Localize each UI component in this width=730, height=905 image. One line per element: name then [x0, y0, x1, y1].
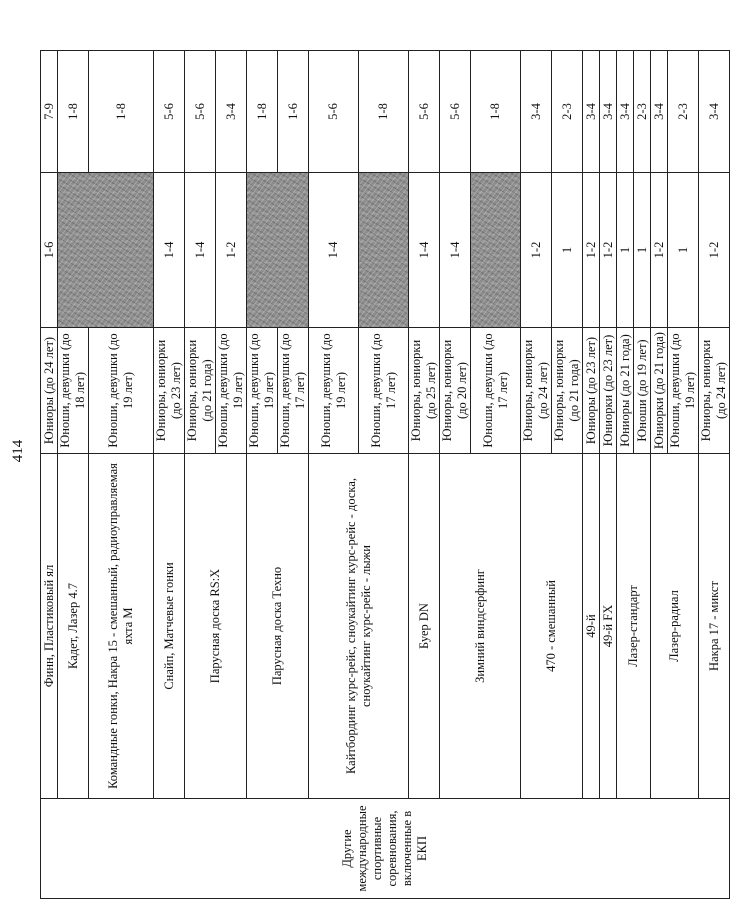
age-group-cell: Юниоры, юниорки (до 21 года)	[552, 328, 583, 454]
age-group-cell: Юноши (до 19 лет)	[634, 328, 651, 454]
place-cell: 1-2	[216, 173, 247, 328]
place-cell: 1-2	[699, 173, 730, 328]
table-row	[651, 51, 668, 899]
class-cell: Лазер-радиал	[651, 454, 699, 799]
rank-cell: 2-3	[634, 51, 651, 173]
age-group-cell: Юноши, девушки (до 18 лет)	[58, 328, 89, 454]
place-cell: 1-2	[521, 173, 552, 328]
rank-cell: 7-9	[41, 51, 58, 173]
class-cell: Зимний виндсерфинг	[440, 454, 521, 799]
shaded-cell	[359, 173, 409, 328]
class-cell: Буер DN	[409, 454, 440, 799]
class-cell: 49-й	[583, 454, 600, 799]
class-cell: Командные гонки, Накра 15 - смешанный, радиоуправляемая яхта М	[89, 454, 154, 799]
rank-cell: 1-8	[89, 51, 154, 173]
class-cell: Парусная доска Техно	[247, 454, 309, 799]
table-row	[247, 51, 278, 899]
age-group-cell: Юниоры, юниорки (до 24 лет)	[699, 328, 730, 454]
shaded-cell	[471, 173, 521, 328]
rank-cell: 3-4	[699, 51, 730, 173]
place-cell: 1	[617, 173, 634, 328]
shaded-cell	[58, 173, 154, 328]
age-group-cell: Юноши, девушки (до 17 лет)	[359, 328, 409, 454]
table-row	[699, 51, 730, 899]
class-cell: Финн, Пластиковый ял	[41, 454, 58, 799]
age-group-cell: Юниоры, юниорки (до 25 лет)	[409, 328, 440, 454]
page-number: 414	[10, 439, 26, 463]
place-cell: 1-2	[600, 173, 617, 328]
rank-cell: 5-6	[154, 51, 185, 173]
rank-cell: 2-3	[668, 51, 699, 173]
place-cell: 1	[668, 173, 699, 328]
place-cell: 1-2	[651, 173, 668, 328]
rank-cell: 1-8	[247, 51, 278, 173]
class-cell: Кайтбординг курс-рейс, сноукайтинг курс-рейс - доска, сноукайтинг курс-рейс - лыжи	[309, 454, 409, 799]
age-group-cell: Юниоры (до 23 лет)	[583, 328, 600, 454]
rank-cell: 3-4	[600, 51, 617, 173]
age-group-cell: Юниорки (до 23 лет)	[600, 328, 617, 454]
rank-cell: 3-4	[651, 51, 668, 173]
age-group-cell: Юниоры (до 21 года)	[617, 328, 634, 454]
shaded-cell	[247, 173, 309, 328]
rank-cell: 3-4	[216, 51, 247, 173]
table-row	[185, 51, 216, 899]
place-cell: 1-4	[409, 173, 440, 328]
rank-cell: 1-6	[278, 51, 309, 173]
table-row	[440, 51, 471, 899]
category-cell: Другие международные спортивные соревнования, включенные в ЕКП	[41, 799, 730, 899]
place-cell: 1	[634, 173, 651, 328]
rank-cell: 2-3	[552, 51, 583, 173]
rank-cell: 3-4	[521, 51, 552, 173]
table-row	[58, 51, 89, 899]
table-row	[521, 51, 552, 899]
rank-cell: 1-8	[359, 51, 409, 173]
age-group-cell: Юноши, девушки (до 17 лет)	[471, 328, 521, 454]
rank-cell: 1-8	[58, 51, 89, 173]
class-cell: Снайп, Матчевые гонки	[154, 454, 185, 799]
place-cell: 1-6	[41, 173, 58, 328]
age-group-cell: Юниоры, юниорки (до 21 года)	[185, 328, 216, 454]
class-cell: 470 - смешанный	[521, 454, 583, 799]
table-row	[409, 51, 440, 899]
table-row	[600, 51, 617, 899]
class-cell: Кадет, Лазер 4.7	[58, 454, 89, 799]
age-group-cell: Юниоры, юниорки (до 20 лет)	[440, 328, 471, 454]
class-cell: 49-й FX	[600, 454, 617, 799]
place-cell: 1-4	[185, 173, 216, 328]
table-row	[583, 51, 600, 899]
place-cell: 1	[552, 173, 583, 328]
table-row	[617, 51, 634, 899]
table-row	[309, 51, 359, 899]
rank-cell: 1-8	[471, 51, 521, 173]
rank-cell: 5-6	[185, 51, 216, 173]
rank-cell: 3-4	[583, 51, 600, 173]
age-group-cell: Юноши, девушки (до 19 лет)	[247, 328, 278, 454]
table-row	[154, 51, 185, 899]
rank-cell: 3-4	[617, 51, 634, 173]
rank-cell: 5-6	[440, 51, 471, 173]
age-group-cell: Юноши, девушки (до 19 лет)	[309, 328, 359, 454]
rank-cell: 5-6	[409, 51, 440, 173]
place-cell: 1-4	[440, 173, 471, 328]
competition-table	[40, 50, 730, 899]
age-group-cell: Юноши, девушки (до 19 лет)	[216, 328, 247, 454]
place-cell: 1-4	[309, 173, 359, 328]
place-cell: 1-2	[583, 173, 600, 328]
age-group-cell: Юноши, девушки (до 17 лет)	[278, 328, 309, 454]
age-group-cell: Юниоры, юниорки (до 23 лет)	[154, 328, 185, 454]
age-group-cell: Юноши, девушки (до 19 лет)	[89, 328, 154, 454]
class-cell: Лазер-стандарт	[617, 454, 651, 799]
age-group-cell: Юниоры (до 24 лет)	[41, 328, 58, 454]
table-row	[41, 51, 58, 899]
class-cell: Накра 17 - микст	[699, 454, 730, 799]
rank-cell: 5-6	[309, 51, 359, 173]
age-group-cell: Юноши, девушки (до 19 лет)	[668, 328, 699, 454]
age-group-cell: Юниорки (до 21 года)	[651, 328, 668, 454]
age-group-cell: Юниоры, юниорки (до 24 лет)	[521, 328, 552, 454]
class-cell: Парусная доска RS:X	[185, 454, 247, 799]
place-cell: 1-4	[154, 173, 185, 328]
